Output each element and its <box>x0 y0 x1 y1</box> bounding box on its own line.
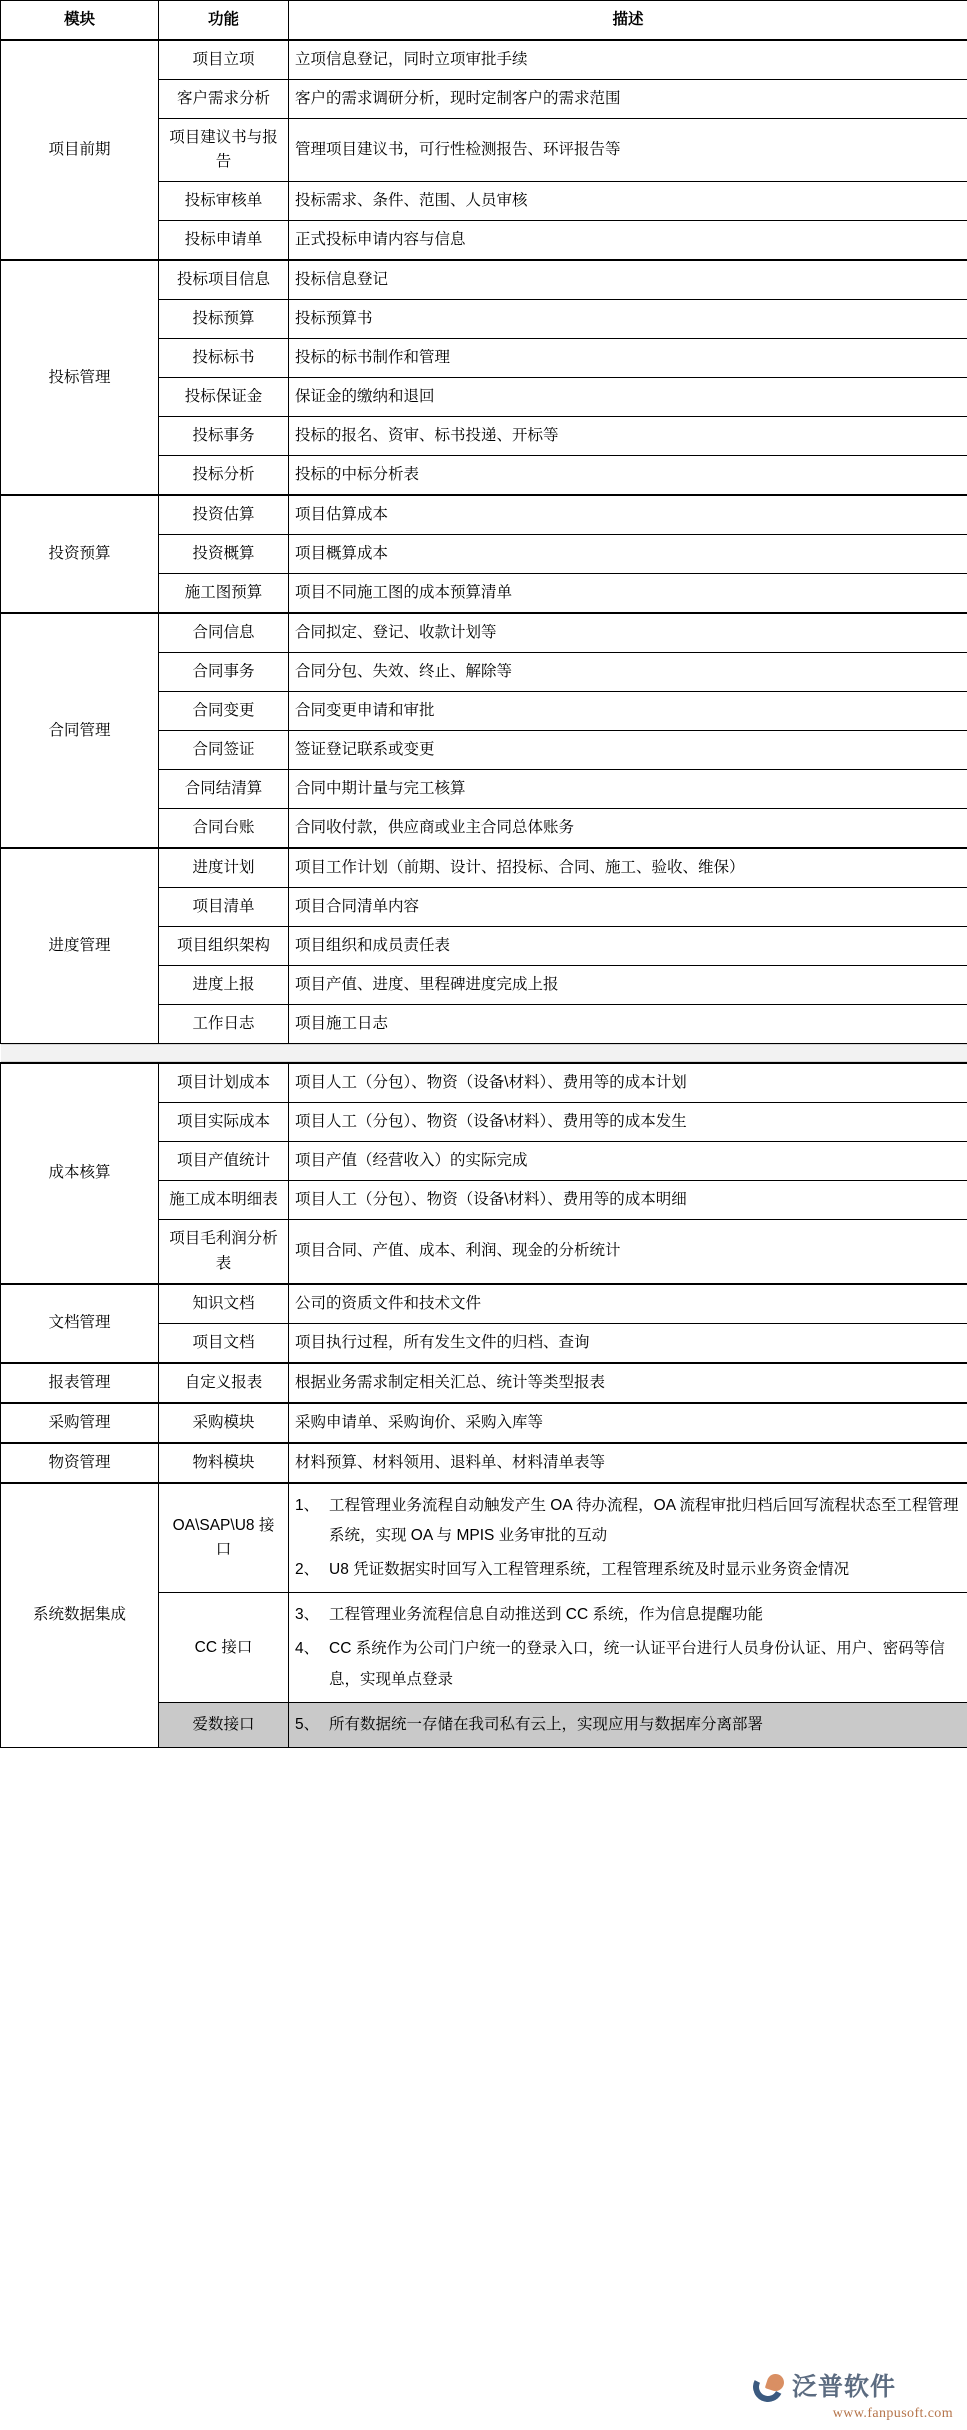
description-cell: 项目合同、产值、成本、利润、现金的分析统计 <box>289 1220 967 1284</box>
description-cell: 投标的中标分析表 <box>289 456 967 496</box>
list-item-number: 3、 <box>295 1606 320 1624</box>
description-list-item <box>295 1710 961 1740</box>
description-cell: 采购申请单、采购询价、采购入库等 <box>289 1403 967 1443</box>
function-cell: 合同信息 <box>159 613 289 653</box>
page-break-gap <box>1 1044 967 1062</box>
description-cell: 投标需求、条件、范围、人员审核 <box>289 182 967 221</box>
description-list-item <box>295 1634 961 1694</box>
list-item-number: 2、 <box>295 1561 320 1579</box>
column-header-function: 功能 <box>159 1 289 41</box>
description-cell: 项目人工（分包）、物资（设备\材料）、费用等的成本发生 <box>289 1103 967 1142</box>
list-item-number: 5、 <box>295 1715 320 1733</box>
watermark-brand: 泛普软件 <box>792 2372 897 2401</box>
description-cell: 合同拟定、登记、收款计划等 <box>289 613 967 653</box>
description-cell: 项目施工日志 <box>289 1005 967 1044</box>
function-cell: 合同变更 <box>159 692 289 731</box>
page-break-row <box>1 1044 967 1064</box>
table-row <box>1 1483 967 1593</box>
description-cell: 合同变更申请和审批 <box>289 692 967 731</box>
description-cell: 公司的资质文件和技术文件 <box>289 1284 967 1324</box>
module-cell: 项目前期 <box>1 40 159 260</box>
function-cell: 投标项目信息 <box>159 260 289 300</box>
module-cell: 进度管理 <box>1 848 159 1044</box>
function-cell: 合同台账 <box>159 809 289 849</box>
description-cell: 管理项目建议书，可行性检测报告、环评报告等 <box>289 119 967 182</box>
function-cell: 合同事务 <box>159 653 289 692</box>
function-cell: 投标分析 <box>159 456 289 496</box>
description-cell <box>289 1702 967 1747</box>
description-cell: 项目组织和成员责任表 <box>289 927 967 966</box>
table-row <box>1 1443 967 1483</box>
module-cell: 采购管理 <box>1 1403 159 1443</box>
description-cell: 立项信息登记，同时立项审批手续 <box>289 40 967 80</box>
function-cell: 项目文档 <box>159 1323 289 1363</box>
function-cell: 施工成本明细表 <box>159 1181 289 1220</box>
description-cell: 项目产值、进度、里程碑进度完成上报 <box>289 966 967 1005</box>
watermark-logo-row <box>753 2370 953 2404</box>
list-item-number: 4、 <box>295 1640 320 1658</box>
description-cell: 项目人工（分包）、物资（设备\材料）、费用等的成本明细 <box>289 1181 967 1220</box>
description-cell: 投标的标书制作和管理 <box>289 339 967 378</box>
description-cell <box>289 1483 967 1593</box>
description-cell: 投标信息登记 <box>289 260 967 300</box>
function-cell: CC 接口 <box>159 1593 289 1703</box>
function-cell: 投标标书 <box>159 339 289 378</box>
column-header-description: 描述 <box>289 1 967 41</box>
function-cell: 投标保证金 <box>159 378 289 417</box>
description-cell: 合同分包、失效、终止、解除等 <box>289 653 967 692</box>
description-cell <box>289 1593 967 1703</box>
table-row <box>1 613 967 653</box>
function-cell: 投资概算 <box>159 535 289 574</box>
module-cell: 物资管理 <box>1 1443 159 1483</box>
table-row <box>1 495 967 535</box>
description-list-item <box>295 1555 961 1585</box>
function-cell: 采购模块 <box>159 1403 289 1443</box>
description-cell: 项目执行过程，所有发生文件的归档、查询 <box>289 1323 967 1363</box>
description-cell: 项目不同施工图的成本预算清单 <box>289 574 967 614</box>
description-cell: 根据业务需求制定相关汇总、统计等类型报表 <box>289 1363 967 1403</box>
list-item-text: 工程管理业务流程自动触发产生 OA 待办流程，OA 流程审批归档后回写流程状态至工程管理系统，实现 OA 与 MPIS 业务审批的互动 <box>329 1496 959 1544</box>
function-cell: 项目组织架构 <box>159 927 289 966</box>
description-cell: 投标预算书 <box>289 300 967 339</box>
watermark <box>753 2370 953 2422</box>
function-cell: 投标申请单 <box>159 221 289 261</box>
table-body <box>1 40 967 1748</box>
function-cell: 客户需求分析 <box>159 80 289 119</box>
module-cell: 系统数据集成 <box>1 1483 159 1748</box>
table-row <box>1 1403 967 1443</box>
module-cell: 报表管理 <box>1 1363 159 1403</box>
function-cell: 自定义报表 <box>159 1363 289 1403</box>
list-item-text: 所有数据统一存储在我司私有云上，实现应用与数据库分离部署 <box>329 1715 764 1733</box>
function-cell: 爱数接口 <box>159 1702 289 1747</box>
description-cell: 项目估算成本 <box>289 495 967 535</box>
function-cell: 施工图预算 <box>159 574 289 614</box>
description-cell: 保证金的缴纳和退回 <box>289 378 967 417</box>
table-header-row <box>1 1 967 41</box>
function-cell: 投资估算 <box>159 495 289 535</box>
list-item-text: 工程管理业务流程信息自动推送到 CC 系统，作为信息提醒功能 <box>329 1606 764 1624</box>
function-cell: 项目立项 <box>159 40 289 80</box>
module-cell: 成本核算 <box>1 1063 159 1283</box>
description-cell: 项目合同清单内容 <box>289 888 967 927</box>
description-list <box>295 1600 961 1695</box>
description-cell: 项目概算成本 <box>289 535 967 574</box>
module-cell: 文档管理 <box>1 1284 159 1363</box>
function-cell: 知识文档 <box>159 1284 289 1324</box>
column-header-module: 模块 <box>1 1 159 41</box>
function-cell: 投标预算 <box>159 300 289 339</box>
description-list <box>295 1491 961 1586</box>
table-header <box>1 1 967 41</box>
description-list-item <box>295 1600 961 1630</box>
function-cell: OA\SAP\U8 接口 <box>159 1483 289 1593</box>
fanpu-logo-icon <box>753 2370 787 2404</box>
function-cell: 项目实际成本 <box>159 1103 289 1142</box>
description-cell: 合同中期计量与完工核算 <box>289 770 967 809</box>
list-item-number: 1、 <box>295 1496 320 1514</box>
function-cell: 进度上报 <box>159 966 289 1005</box>
description-cell: 投标的报名、资审、标书投递、开标等 <box>289 417 967 456</box>
function-cell: 投标审核单 <box>159 182 289 221</box>
description-cell: 项目工作计划（前期、设计、招投标、合同、施工、验收、维保） <box>289 848 967 888</box>
function-cell: 项目计划成本 <box>159 1063 289 1103</box>
module-cell: 合同管理 <box>1 613 159 848</box>
description-cell: 正式投标申请内容与信息 <box>289 221 967 261</box>
function-cell: 工作日志 <box>159 1005 289 1044</box>
description-cell: 签证登记联系或变更 <box>289 731 967 770</box>
function-cell: 项目毛利润分析表 <box>159 1220 289 1284</box>
function-cell: 物料模块 <box>159 1443 289 1483</box>
function-cell: 合同结清算 <box>159 770 289 809</box>
function-cell: 进度计划 <box>159 848 289 888</box>
table-row <box>1 1363 967 1403</box>
list-item-text: CC 系统作为公司门户统一的登录入口，统一认证平台进行人员身份认证、用户、密码等信息，实现单点登录 <box>329 1640 945 1688</box>
function-cell: 合同签证 <box>159 731 289 770</box>
description-cell: 材料预算、材料领用、退料单、材料清单表等 <box>289 1443 967 1483</box>
function-cell: 投标事务 <box>159 417 289 456</box>
description-cell: 项目人工（分包）、物资（设备\材料）、费用等的成本计划 <box>289 1063 967 1103</box>
table-row <box>1 848 967 888</box>
table-row <box>1 1284 967 1324</box>
watermark-url: www.fanpusoft.com <box>832 2406 953 2421</box>
module-cell: 投标管理 <box>1 260 159 495</box>
description-cell: 项目产值（经营收入）的实际完成 <box>289 1142 967 1181</box>
description-cell: 客户的需求调研分析，现时定制客户的需求范围 <box>289 80 967 119</box>
table-row <box>1 1063 967 1103</box>
description-list-item <box>295 1491 961 1551</box>
description-list <box>295 1710 961 1740</box>
table-row <box>1 40 967 80</box>
description-cell: 合同收付款，供应商或业主合同总体账务 <box>289 809 967 849</box>
function-cell: 项目建议书与报告 <box>159 119 289 182</box>
module-cell: 投资预算 <box>1 495 159 613</box>
list-item-text: U8 凭证数据实时回写入工程管理系统，工程管理系统及时显示业务资金情况 <box>329 1561 850 1579</box>
function-cell: 项目清单 <box>159 888 289 927</box>
table-row <box>1 260 967 300</box>
function-cell: 项目产值统计 <box>159 1142 289 1181</box>
